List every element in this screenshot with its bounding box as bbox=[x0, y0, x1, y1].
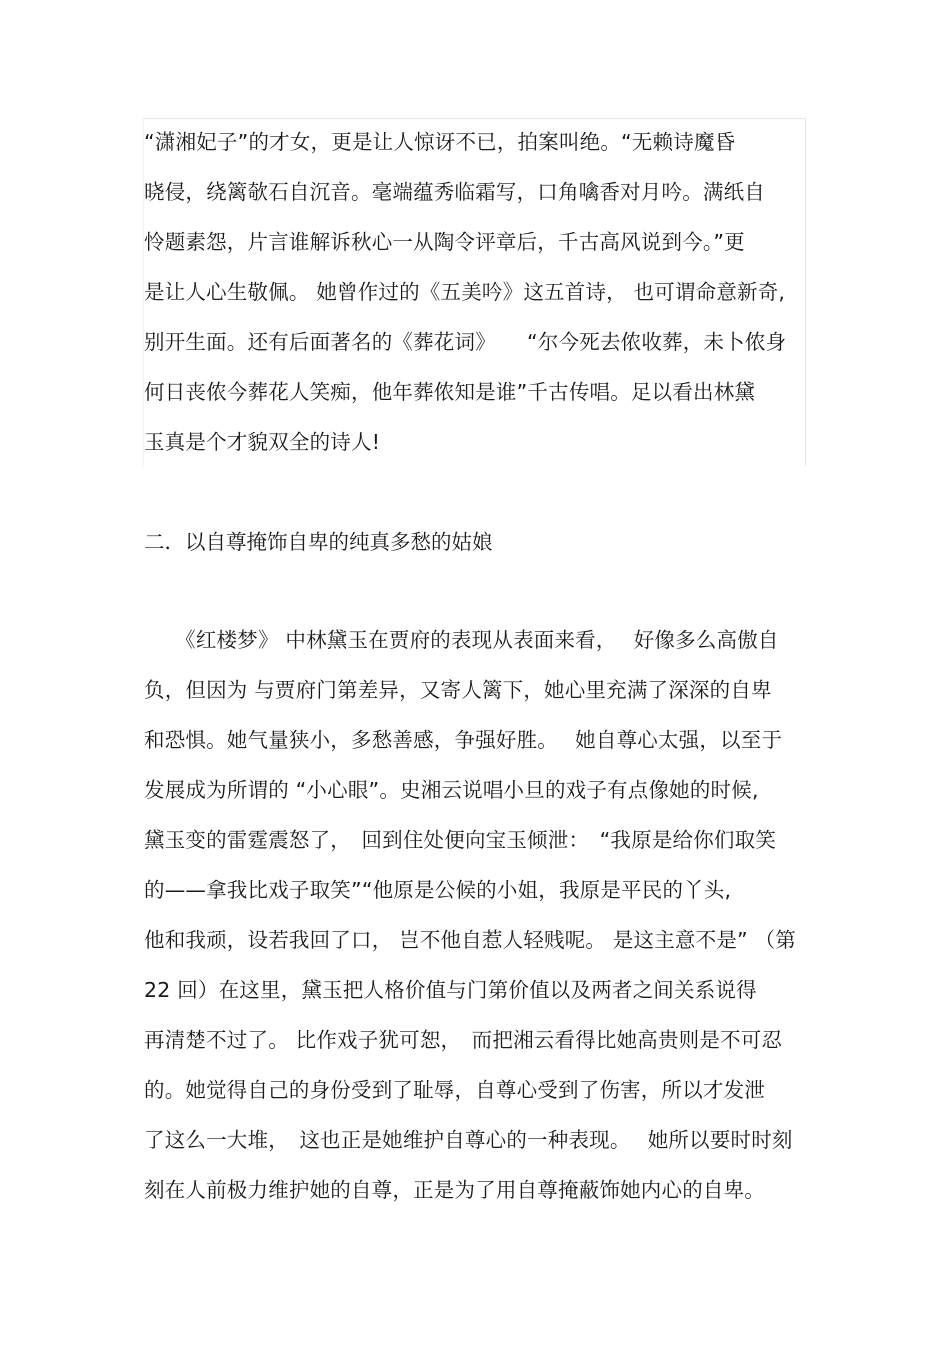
text-line: “潇湘妃子”的才女，更是让人惊讶不已，拍案叫绝。“无赖诗魔昏 bbox=[144, 130, 736, 154]
text-line: 是让人心生敬佩。 她曾作过的《五美吟》这五首诗， 也可谓命意新奇, bbox=[144, 280, 786, 304]
text-line: 和恐惧。她气量狭小，多愁善感，争强好胜。 她自尊心太强，以至于 bbox=[144, 728, 783, 752]
text-line: 的——拿我比戏子取笑”“他原是公候的小姐，我原是平民的丫头, bbox=[144, 878, 732, 902]
text-line: 刻在人前极力维护她的自尊，正是为了用自尊掩蔽饰她内心的自卑。 bbox=[144, 1178, 765, 1202]
text-line: 的。她觉得自己的身份受到了耻辱，自尊心受到了伤害，所以才发泄 bbox=[144, 1078, 765, 1102]
text-line: 发展成为所谓的 “小心眼”。史湘云说唱小旦的戏子有点像她的时候, bbox=[144, 778, 759, 802]
text-line: 《红楼梦》 中林黛玉在贾府的表现从表面来看， 好像多么高傲自 bbox=[144, 628, 779, 652]
text-line: 玉真是个才貌双全的诗人! bbox=[144, 430, 381, 454]
text-line: 他和我顽，设若我回了口， 岂不他自惹人轻贱呢。 是这主意不是” （第 bbox=[144, 928, 796, 952]
section-heading: 二．以自尊掩饰自卑的纯真多愁的姑娘 bbox=[144, 530, 493, 554]
text-line: 负，但因为 与贾府门第差异，又寄人篱下，她心里充满了深深的自卑 bbox=[144, 678, 772, 702]
text-line: 黛玉变的雷霆震怒了， 回到住处便向宝玉倾泄： “我原是给你们取笑 bbox=[144, 828, 777, 852]
text-line: 别开生面。还有后面著名的《葬花词》 “尔今死去侬收葬，未卜侬身 bbox=[144, 330, 787, 354]
text-line: 怜题素怨，片言谁解诉秋心一从陶令评章后，千古高风说到今。”更 bbox=[144, 230, 745, 254]
text-line: 晓侵，绕篱欹石自沉音。毫端蕴秀临霜写，口角噙香对月吟。满纸自 bbox=[144, 180, 765, 204]
text-line: 22 回）在这里，黛玉把人格价值与门第价值以及两者之间关系说得 bbox=[144, 978, 757, 1002]
text-line: 再清楚不过了。 比作戏子犹可恕， 而把湘云看得比她高贵则是不可忍 bbox=[144, 1028, 783, 1052]
text-line: 了这么一大堆， 这也正是她维护自尊心的一种表现。 她所以要时时刻 bbox=[144, 1128, 793, 1152]
text-line: 何日丧侬今葬花人笑痴，他年葬侬知是谁”千古传唱。足以看出林黛 bbox=[144, 380, 756, 404]
